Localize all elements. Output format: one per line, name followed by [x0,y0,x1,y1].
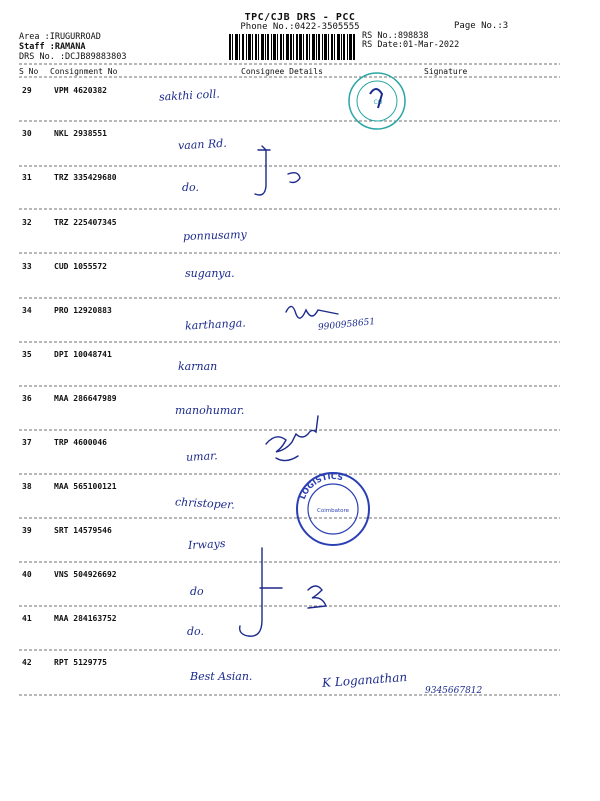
row-consignee: suganya. [185,267,235,280]
row-sno: 35 [22,350,32,359]
row-sno: 30 [22,129,32,138]
row-consignment: MAA 286647989 [54,394,117,403]
phone-number: Phone No.:0422-3505555 [240,22,360,32]
row-sno: 38 [22,482,32,491]
col-header-consignment: Consignment No [50,67,118,76]
page-number: Page No.:3 [454,21,509,31]
row-sno: 32 [22,218,32,227]
row-consignee: do. [187,625,204,638]
row-sno: 39 [22,526,32,535]
col-header-consignee: Consignee Details [241,67,323,76]
row-sno: 42 [22,658,32,667]
row-consignment: VPM 4620382 [54,86,107,95]
logistics-stamp [292,470,374,548]
rs-number: RS No.:898838 [362,31,429,41]
stamp-center-text: CO [373,99,383,106]
row-consignment: NKL 2938551 [54,129,107,138]
row-consignee: manohumar. [175,404,245,417]
rs-date: RS Date:01-Mar-2022 [362,40,460,50]
row-sno: 33 [22,262,32,271]
row-sno: 40 [22,570,32,579]
row-consignment: TRZ 335429680 [54,173,117,182]
row-consignment: PRO 12920883 [54,306,112,315]
row-sno: 36 [22,394,32,403]
row-sno: 31 [22,173,32,182]
area-field: Area :IRUGURROAD [19,32,101,42]
row-consignee: do [190,585,204,598]
row-consignment: MAA 565100121 [54,482,117,491]
row-consignee: do. [182,181,199,194]
row-sno: 37 [22,438,32,447]
col-header-signature: Signature [424,67,468,76]
row-consignment: DPI 10048741 [54,350,112,359]
stamp-ring-text: LOGISTICS [297,471,344,501]
row-consignment: TRP 4600046 [54,438,107,447]
barcode-image [229,34,355,60]
row-handwritten-phone: 9900958651 [317,317,376,333]
row-consignment: VNS 504926692 [54,570,117,579]
staff-field: Staff :RAMANA [19,42,86,52]
company-stamp [342,70,412,132]
signature-scribble [255,146,270,195]
row-consignee: karnan [178,360,218,373]
row-consignment: SRT 14579546 [54,526,112,535]
row-consignee: umar. [185,449,218,464]
row-handwritten-signature: K Loganathan [321,670,408,690]
row-consignee: Irways [187,537,226,552]
document-title: TPC/CJB DRS - PCC [244,12,356,23]
row-consignment: RPT 5129775 [54,658,107,667]
row-sno: 34 [22,306,32,315]
row-sno: 41 [22,614,32,623]
row-consignment: TRZ 225407345 [54,218,117,227]
row-sno: 29 [22,86,32,95]
row-consignee: vaan Rd. [177,136,228,153]
row-consignee: christoper. [174,495,236,512]
row-consignee: Best Asian. [190,670,253,683]
row-handwritten-phone: 9345667812 [425,686,483,696]
drs-number: DRS No. :DCJB89883803 [19,52,127,62]
col-header-sno: S No [19,67,39,76]
row-consignment: MAA 284163752 [54,614,117,623]
row-consignee: ponnusamy [182,227,247,244]
row-consignment: CUD 1055572 [54,262,107,271]
stamp-center-text: Coimbatore [317,508,349,514]
row-consignee: sakthi coll. [158,87,221,104]
row-consignee: karthanga. [184,316,247,333]
